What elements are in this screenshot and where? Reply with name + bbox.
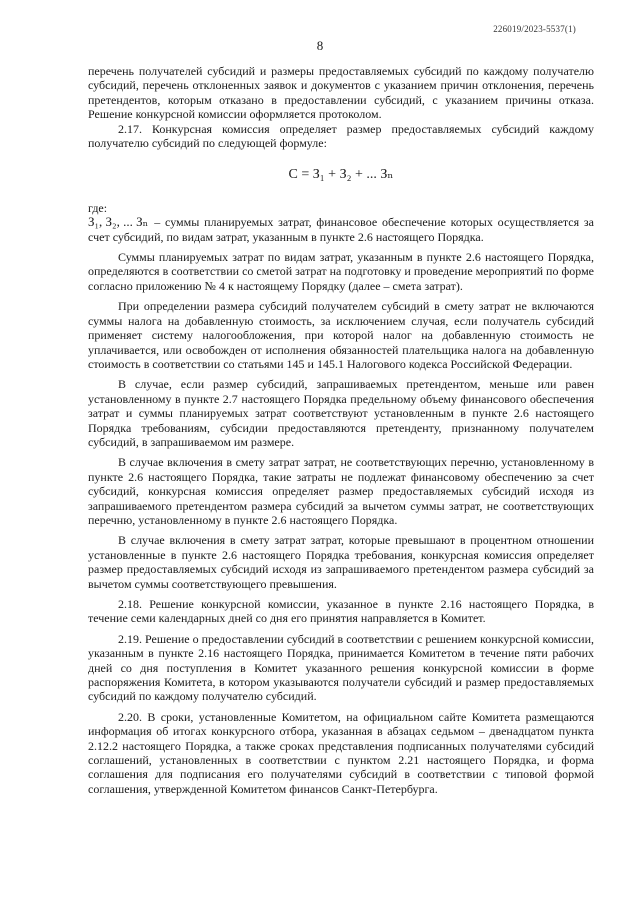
paragraph-vat: При определении размера субсидий получателем субсидий в смету затрат не включаются суммы налога на добавленную стоимость, за исключением случая, если получатель субсидий применяет систему налогообложения, при которой налог на добавленную стоимость не уплачивается, или освобожден от исполнения обязанностей плательщика налога на добавленную стоимость в соответствии со статьями 145 и 145.1 Налогового кодекса Российской Федерации. bbox=[88, 299, 594, 371]
variables-symbols: З₁, З₂, ... Зₙ bbox=[88, 214, 149, 230]
page-number: 8 bbox=[316, 38, 324, 53]
paragraph-2-18: 2.18. Решение конкурсной комиссии, указанное в пункте 2.16 настоящего Порядка, в течение семи календарных дней со дня его принятия направляется в Комитет. bbox=[88, 597, 594, 626]
paragraph-equal-or-less: В случае, если размер субсидий, запрашиваемых претендентом, меньше или равен установленному в пункте 2.7 настоящего Порядка предельному объему финансового обеспечения затрат и суммы планируемых затрат соответствуют установленным в пункте 2.6 настоящего Порядка требованиям, субсидии предоставляются претенденту, признанному получателем субсидий, в запрашиваемом им размере. bbox=[88, 377, 594, 449]
paragraph-2-19: 2.19. Решение о предоставлении субсидий в соответствии с решением конкурсной комиссии, указанным в пункте 2.16 настоящего Порядка, принимается Комитетом в течение пяти рабочих дней со дня поступления в Комитет указанного решения конкурсной комиссии в форме распоряжения Комитета, в котором указываются получатели субсидий и размер предоставляемых субсидий по каждому получателю субсидий. bbox=[88, 631, 594, 704]
document-body bbox=[88, 64, 594, 796]
paragraph-2-17: 2.17. Конкурсная комиссия определяет размер предоставляемых субсидий каждому получателю субсидий по следующей формуле: bbox=[88, 121, 594, 151]
paragraph-cost-amounts: Суммы планируемых затрат по видам затрат, указанным в пункте 2.6 настоящего Порядка, определяются в соответствии со сметой затрат на подготовку и проведение мероприятий по форме согласно приложению № 4 к настоящему Порядку (далее – смета затрат). bbox=[88, 250, 594, 293]
variables-definition bbox=[88, 215, 594, 244]
paragraph-exceeding-costs: В случае включения в смету затрат затрат, которые превышают в процентном отношении установленные в пункте 2.6 настоящего Порядка требования, конкурсная комиссия определяет размер предоставляемых субсидий исходя из запрашиваемого претендентом размера субсидий за вычетом суммы соответствующего превышения. bbox=[88, 533, 594, 591]
document-id: 226019/2023-5537(1) bbox=[493, 24, 576, 34]
paragraph-continuation: перечень получателей субсидий и размеры предоставляемых субсидий по каждому получателю субсидий, перечень отклоненных заявок и документов с указанием причин отклонения, перечень претендентов, которым отказано в предоставлении субсидий, с указанием причины отказа. Решение конкурсной комиссии оформляется протоколом. bbox=[88, 64, 594, 122]
subsidy-formula: С = З₁ + З₂ + ... Зₙ bbox=[288, 167, 394, 183]
variables-description: – суммы планируемых затрат, финансовое обеспечение которых осуществляется за счет субсидий, по видам затрат, указанным в пункте 2.6 настоящего Порядка. bbox=[88, 215, 594, 244]
paragraph-2-20: 2.20. В сроки, установленные Комитетом, на официальном сайте Комитета размещаются информация об итогах конкурсного отбора, указанная в абзацах седьмом – двенадцатом пункта 2.12.2 настоящего Порядка, а также сроках представления подписанных получателями субсидий соглашений, установленных в соответствии с пунктом 2.21 настоящего Порядка, и форма соглашения для подписания его получателями субсидий в соответствии с типовой формой соглашения, утвержденной Комитетом финансов Санкт-Петербурга. bbox=[88, 709, 594, 796]
where-label: где: bbox=[88, 200, 108, 215]
paragraph-nonconforming-costs: В случае включения в смету затрат затрат, не соответствующих перечню, установленному в пункте 2.6 настоящего Порядка, такие затраты не подлежат финансовому обеспечению за счет субсидий, конкурсная комиссия определяет размер предоставляемых субсидий исходя из запрашиваемого претендентом размера субсидий за вычетом суммы затрат, не соответствующих перечню, установленному в пункте 2.6 настоящего Порядка. bbox=[88, 455, 594, 527]
